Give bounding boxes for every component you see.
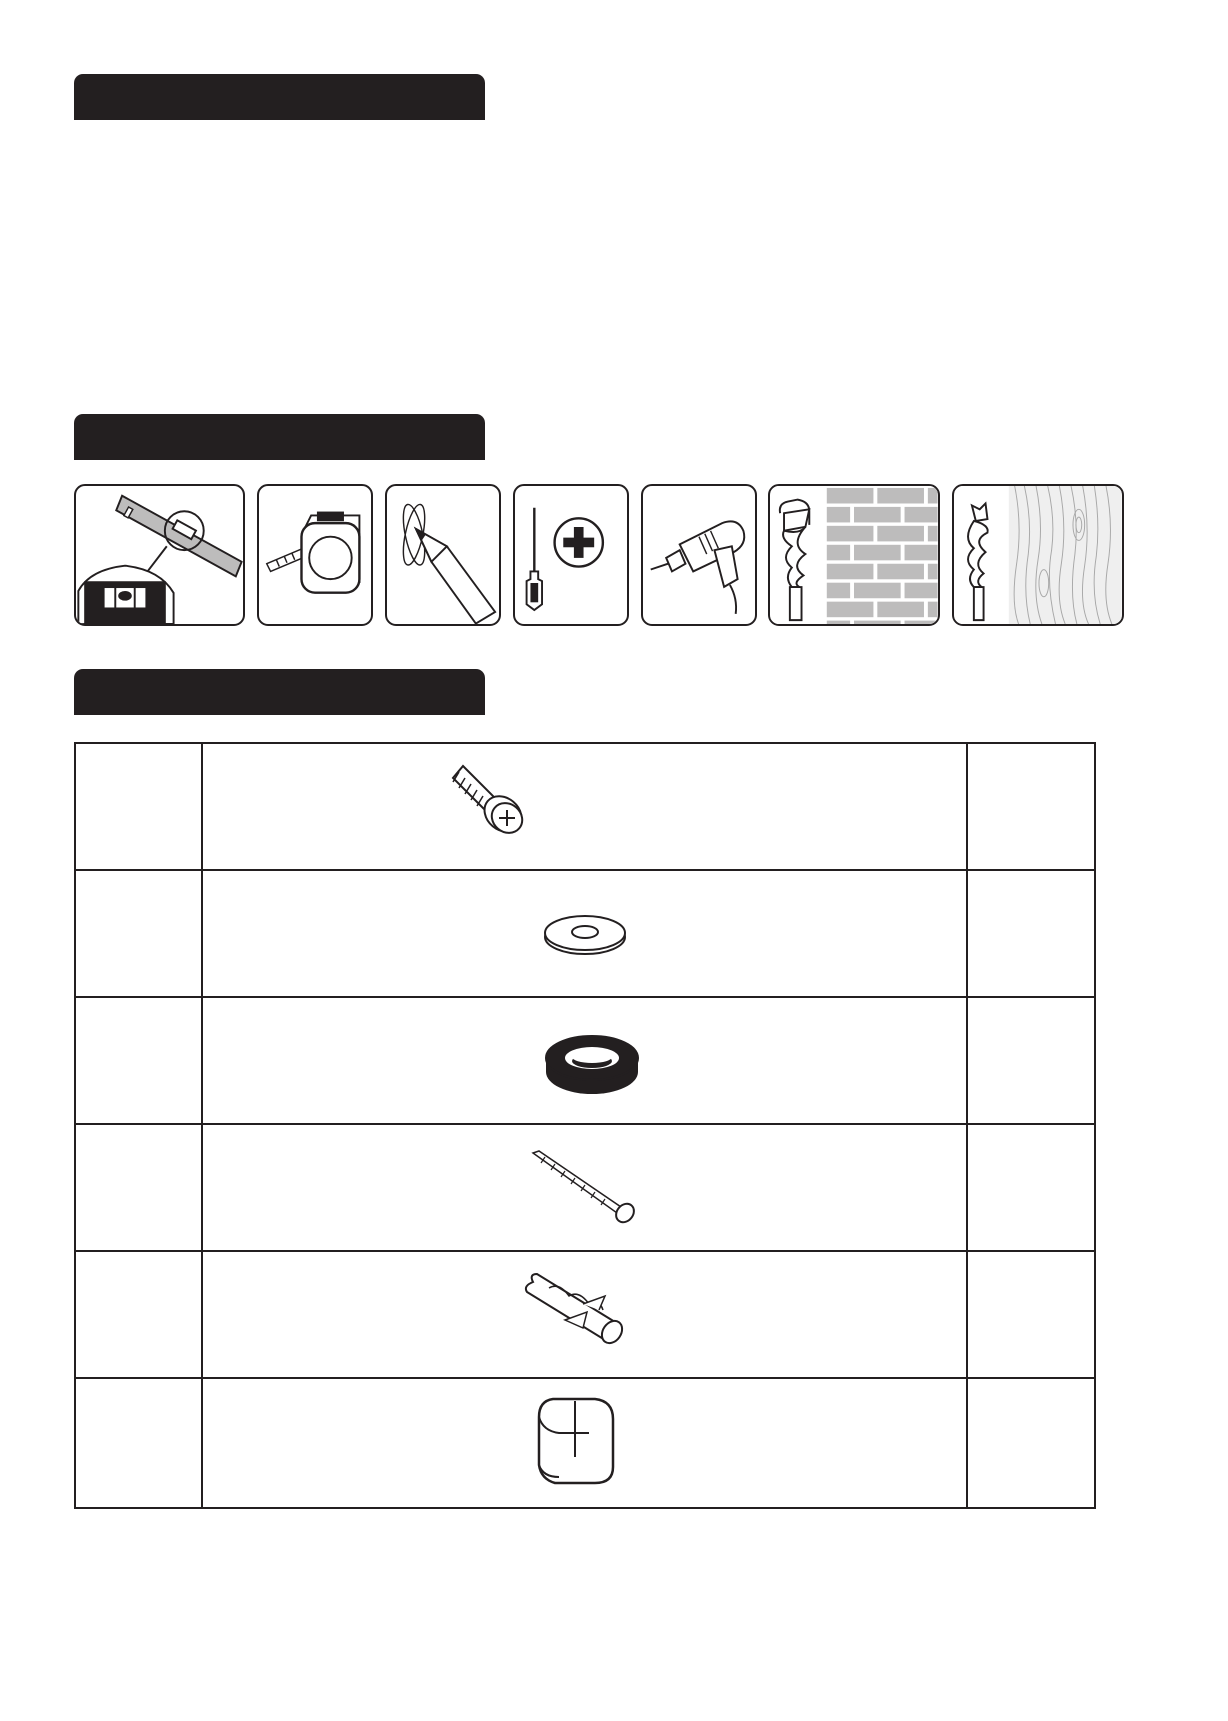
parts-table [74,742,1096,1509]
electric-drill-icon [641,484,757,626]
part-quantity-cell [968,1125,1094,1250]
part-quantity-cell [968,1252,1094,1377]
table-row [76,871,1094,998]
table-row [76,744,1094,871]
part-label-cell [76,1125,203,1250]
part-quantity-cell [968,1379,1094,1507]
table-row [76,1379,1094,1507]
part-image-cell [203,998,968,1123]
wall-plug-icon [203,1252,968,1377]
part-label-cell [76,871,203,996]
part-quantity-cell [968,998,1094,1123]
part-label-cell [76,1379,203,1507]
masonry-drill-bit-icon [768,484,940,626]
section-header-bar [74,414,485,460]
phillips-screwdriver-icon [513,484,629,626]
cable-clip-icon [203,1379,968,1504]
part-label-cell [76,1252,203,1377]
spirit-level-icon [74,484,245,626]
part-image-cell [203,1379,968,1507]
rubber-washer-icon [203,998,968,1123]
table-row [76,1252,1094,1379]
part-label-cell [76,744,203,869]
part-image-cell [203,1125,968,1250]
part-quantity-cell [968,744,1094,869]
table-row [76,1125,1094,1252]
section-header-bar [74,74,485,120]
long-screw-icon [203,1125,968,1250]
pencil-icon [385,484,501,626]
part-image-cell [203,744,968,869]
part-quantity-cell [968,871,1094,996]
tape-measure-icon [257,484,373,626]
table-row [76,998,1094,1125]
washer-icon [203,871,968,996]
part-image-cell [203,871,968,996]
screw-icon [203,744,968,869]
part-image-cell [203,1252,968,1377]
wood-drill-bit-icon [952,484,1124,626]
tools-row [0,484,1228,628]
section-header-bar [74,669,485,715]
part-label-cell [76,998,203,1123]
